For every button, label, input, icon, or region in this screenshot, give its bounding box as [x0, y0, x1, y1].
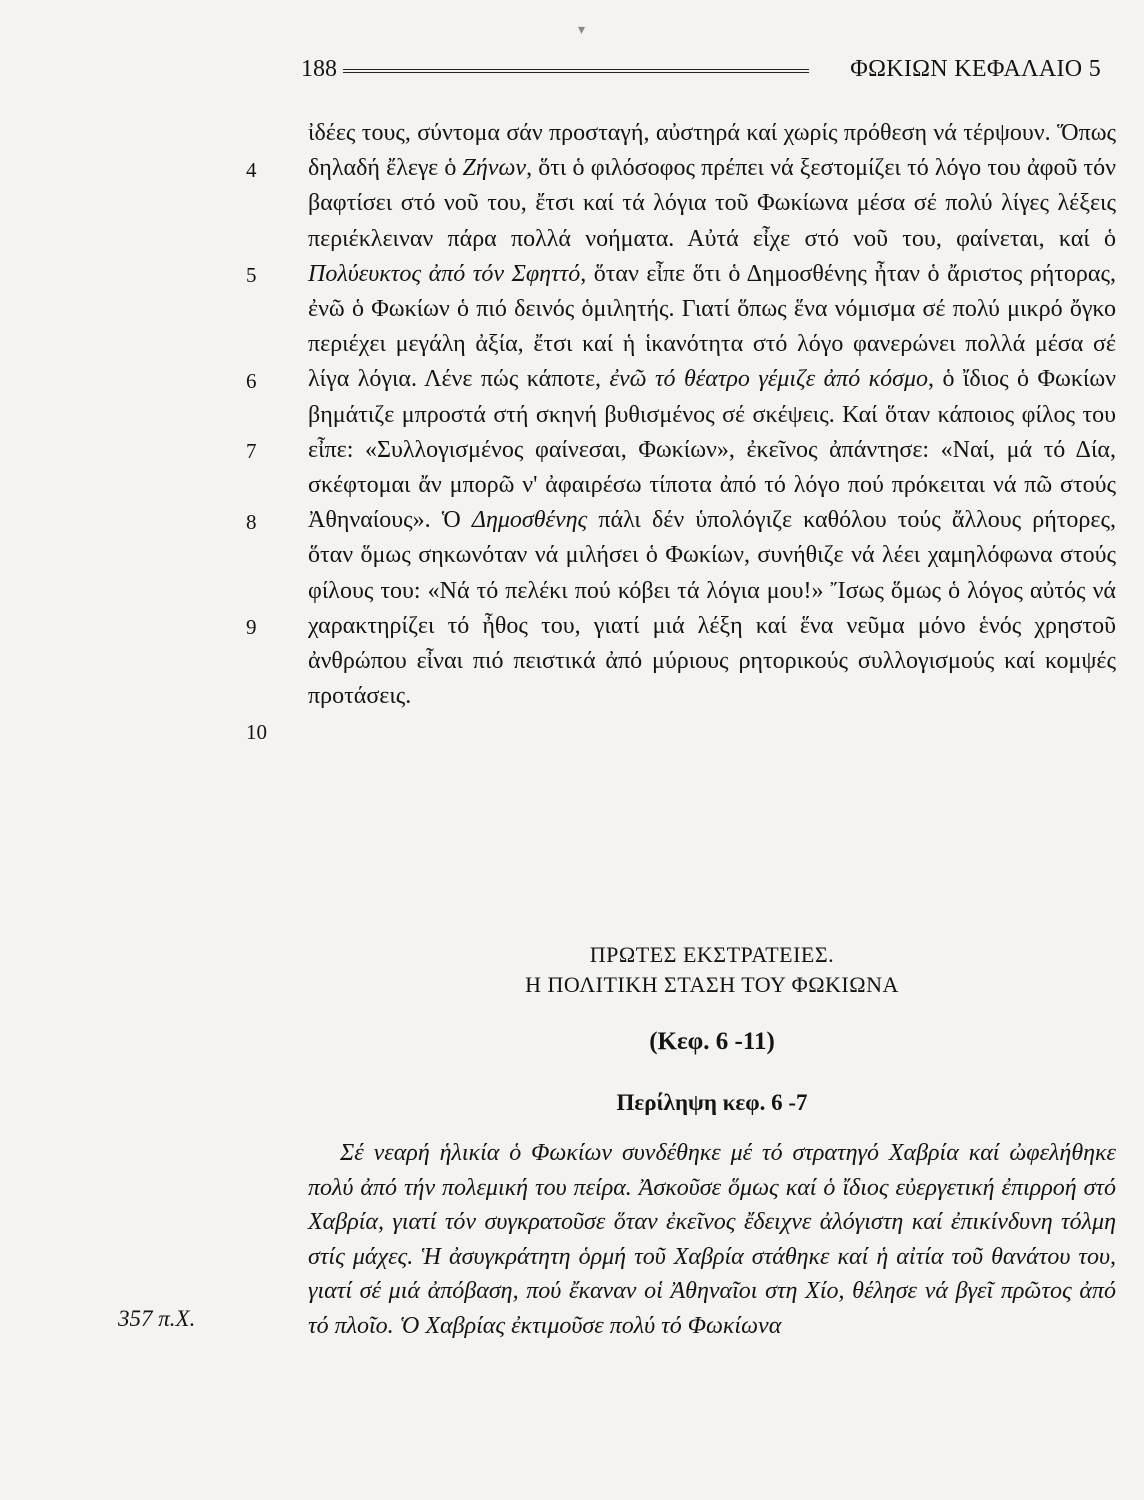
margin-note-date: 357 π.Χ.: [118, 1306, 196, 1331]
summary: [308, 1136, 1116, 1343]
italic-name: Πολύευκτος ἀπό τόν Σφηττό: [308, 260, 581, 287]
summary-text: Σέ νεαρή ἡλικία ὁ Φωκίων συνδέθηκε μέ τό στρατηγό Χαβρία καί ὠφελήθηκε πολύ ἀπό τήν πολεμική του πείρα. Ἀσκοῦσε ὅμως καί ὁ ἴδιος εὐεργετική ἐπιρροή στό Χαβρία, γιατί τόν συγκρατοῦσε ὅταν ἐκεῖνος ἔδειχνε ἀλόγιστη καί ἐπικίνδυνη τόλμη στίς μάχες. Ἡ ἀσυγκράτητη ὁρμή τοῦ Χαβρία στάθηκε καί ἡ αἰτία τοῦ θανάτου του, γιατί σέ μιά ἀπόβαση, πού ἔκαναν οἱ Ἀθηναῖοι στη Χίο, θέλησε νά βγεῖ πρῶτος ἀπό τό πλοῖο. Ὁ Χαβρίας ἐκτιμοῦσε πολύ τό Φωκίωνα: [308, 1140, 1116, 1339]
chapter-range: (Κεφ. 6 -11): [649, 1028, 775, 1055]
italic-name: Δημοσθένης: [471, 507, 588, 534]
line-number: 5: [246, 263, 257, 287]
italic-phrase: ἐνῶ τό θέατρο γέμιζε ἀπό κόσμο: [609, 366, 929, 393]
section-title-line-1: ΠΡΩΤΕΣ ΕΚΣΤΡΑΤΕΙΕΣ.: [589, 942, 835, 967]
running-header: [301, 56, 1101, 86]
text-run: , ὅταν εἶπε ὅτι ὁ Δημοσθένης ἦταν ὁ ἄριστος ρήτορας, ἐνῶ ὁ Φωκίων ὁ πιό δεινός ὁμιλητής. Γιατί ὅπως ἕνα νόμισμα σέ πολύ μικρό ὄγκο περιέχει μεγάλη ἀξία, ἔτσι καί ἡ ἱκανότητα στό λόγο φανερώνει πολλά μέσα σέ λίγα λόγια. Λένε πώς κάποτε,: [308, 260, 1116, 393]
text-run: ἰδέες τους, σύντομα σάν προσταγή, αὐστηρά καί χωρίς πρόθεση νά τέρψουν. Ὅπως δηλαδή ἔλεγε ὁ: [308, 120, 1116, 182]
line-number: 4: [246, 158, 257, 182]
line-number: 7: [246, 439, 257, 463]
header-double-rule: [343, 69, 809, 73]
summary-heading: Περίληψη κεφ. 6 -7: [616, 1090, 808, 1115]
main-text: [246, 116, 1117, 744]
ink-speck: ▾: [578, 23, 586, 38]
italic-name: Ζήνων: [462, 155, 527, 182]
text-run: , ὁ ἴδιος ὁ Φωκίων βημάτιζε μπροστά στή σκηνή βυθισμένος σέ σκέψεις. Καί ὅταν κάποιος φίλος του εἶπε: «Συλλογισμένος φαίνεσαι, Φωκίων», ἐκεῖνος ἀπάντησε: «Ναί, μά τό Δία, σκέφτομαι ἄν μπορῶ ν' ἀφαιρέσω τίποτα ἀπό τό λόγο πού πρόκειται νά πῶ στούς Ἀθηναίους». Ὁ: [308, 366, 1117, 534]
text-run: , ὅτι ὁ φιλόσοφος πρέπει νά ξεστομίζει τό λόγο του ἀφοῦ τόν βαφτίσει στό νοῦ του, ἔτσι καί τά λόγια τοῦ Φωκίωνα μέσα σέ πολύ λίγες λέξεις περιέκλειναν πάρα πολλά νοήματα. Αὐτά εἶχε στό νοῦ του, φαίνεται, καί ὁ: [308, 155, 1117, 252]
line-number: 8: [246, 510, 257, 534]
line-number: 6: [246, 369, 257, 393]
running-title: ΦΩΚΙΩΝ ΚΕΦΑΛΑΙΟ 5: [850, 56, 1101, 82]
text-run: πάλι δέν ὑπολόγιζε καθόλου τούς ἄλλους ρήτορες, ὅταν ὅμως σηκωνόταν νά μιλήσει ὁ Φωκίων, συνήθιζε νά λέει χαμηλόφωνα στούς φίλους του: «Νά τό πελέκι πού κόβει τά λόγια μου!» Ἴσως ὅμως ὁ λόγος αὐτός νά χαρακτηρίζει τό ἦθος του, γιατί μιά λέξη καί ἕνα νεῦμα μόνο ἑνός χρηστοῦ ἀνθρώπου εἶναι πιό πειστικά ἀπό μύριους ρητορικούς συλλογισμούς καί κομψές προτάσεις.: [308, 507, 1116, 710]
line-number: 9: [246, 615, 257, 639]
section-title-line-2: Η ΠΟΛΙΤΙΚΗ ΣΤΑΣΗ ΤΟΥ ΦΩΚΙΩΝΑ: [525, 972, 899, 997]
section-title: [308, 940, 1116, 1000]
page-number: 188: [301, 56, 337, 82]
paragraph: [308, 116, 1116, 714]
line-number: 10: [246, 720, 267, 744]
